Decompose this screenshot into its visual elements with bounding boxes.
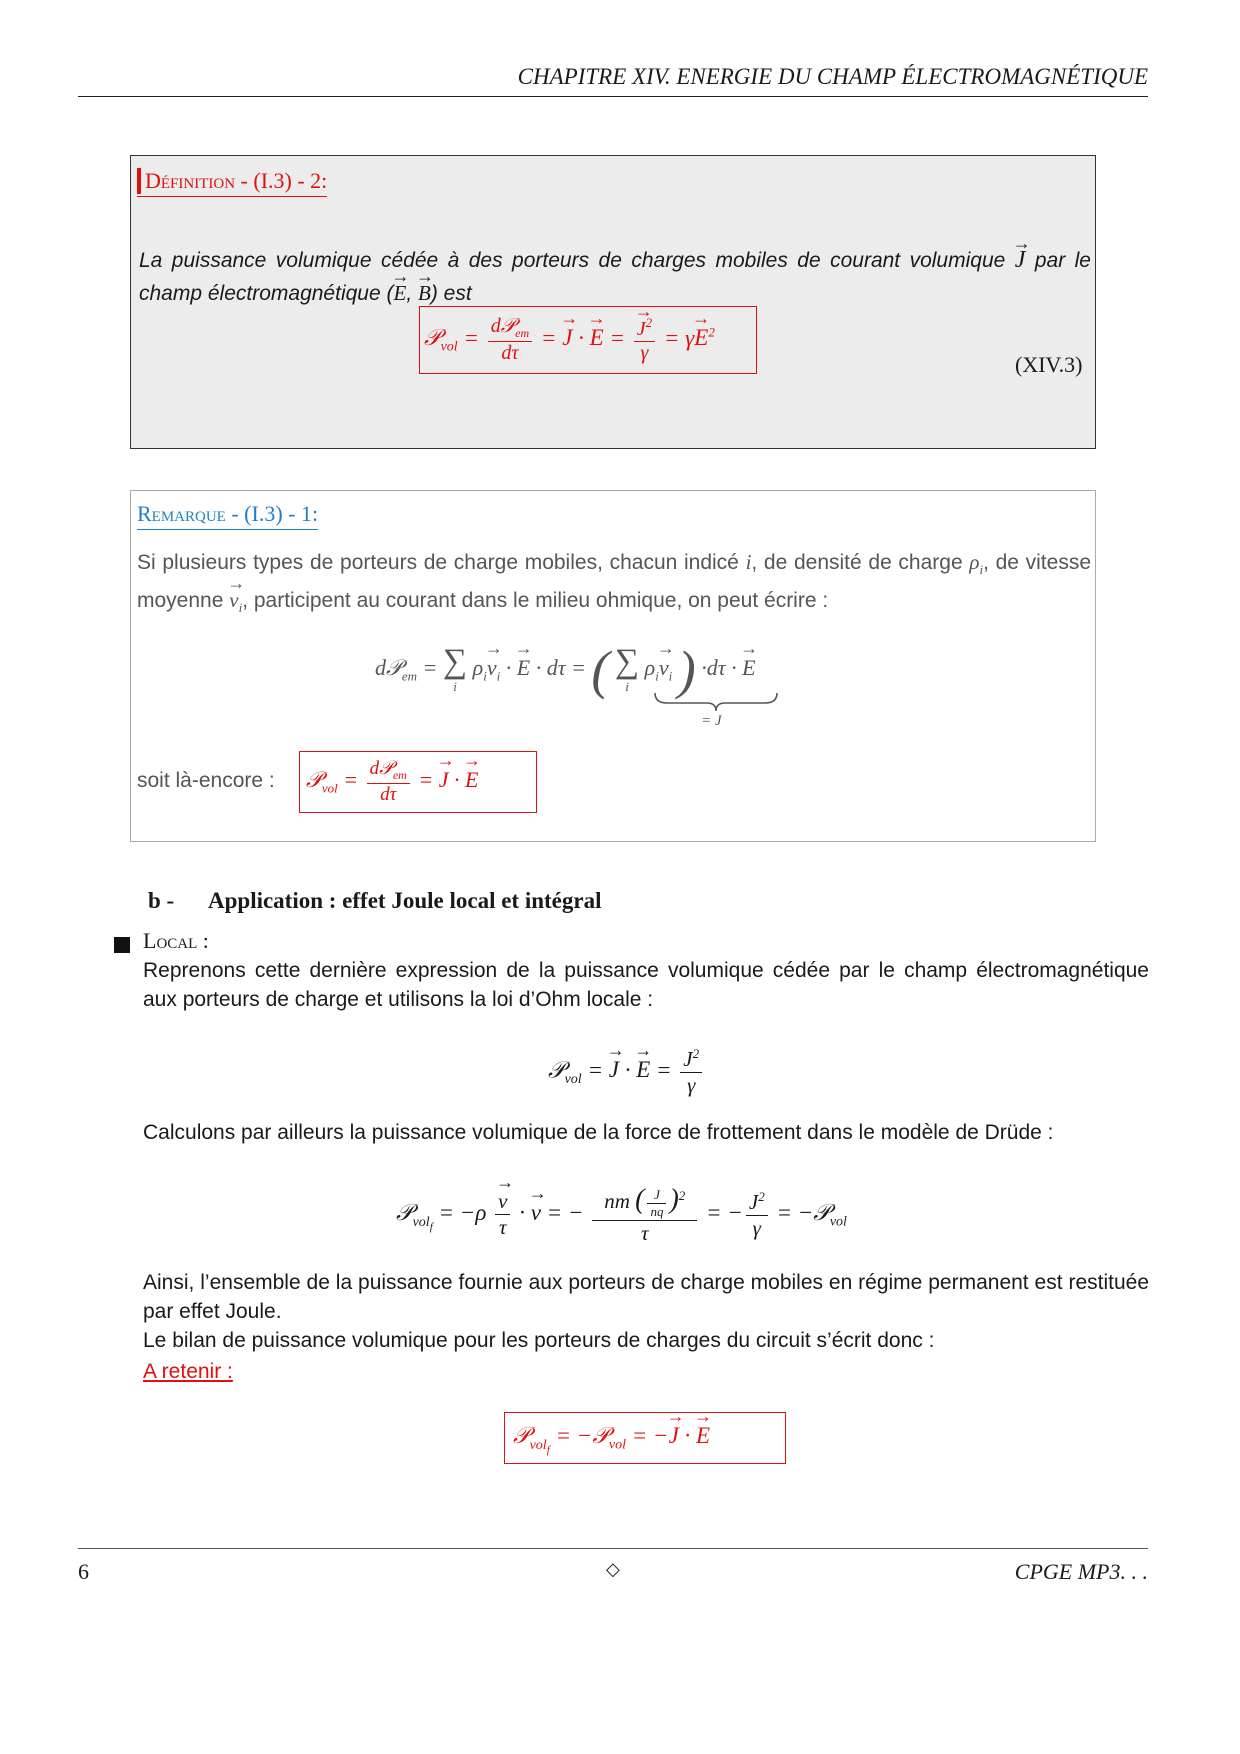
local-paragraph-2: Calculons par ailleurs la puissance volumique de la force de frottement dans le modèle de Drüde :	[143, 1121, 1054, 1144]
remark-box	[130, 490, 1096, 842]
definition-box	[130, 155, 1096, 449]
page-header	[78, 62, 1148, 97]
local-paragraph-3: Ainsi, l’ensemble de la puissance fournie aux porteurs de charge mobiles en régime permanent est restituée par effet Joule.	[143, 1271, 1149, 1323]
underbrace	[653, 691, 779, 715]
remark-boxed-equation: 𝒫$_{vol}$ = $\frac{d𝒫_{em}}{d\tau}$ = → J · → E	[299, 751, 537, 813]
definition-title-text: Définition - (I.3) - 2:	[145, 168, 328, 193]
local-equation-1: 𝒫$_{vol}$ = → J · → E = $\frac{J^2}{\gamma}$	[548, 1046, 705, 1098]
local-paragraph-4: Le bilan de puissance volumique pour les porteurs de charges du circuit s’écrit donc :	[143, 1329, 935, 1352]
local-paragraph-1: Reprenons cette dernière expression de la puissance volumique cédée par le champ électromagnétique aux porteurs de charge et utilisons la loi d’Ohm locale :	[143, 959, 1149, 1011]
conclusion-label: soit là-encore :	[137, 769, 275, 792]
remark-text: Si plusieurs types de porteurs de charge mobiles, chacun indicé i, de densité de charge $\rho_i$, de vitesse moyenne → $v_i$, participent au courant dans le milieu ohmique, on peut écrire :	[137, 547, 1091, 623]
square-bullet-icon	[114, 937, 130, 953]
diamond-icon: ◇	[606, 1559, 620, 1580]
definition-title	[137, 168, 327, 197]
definition-marker	[137, 168, 141, 194]
section-heading	[148, 888, 601, 914]
local-equation-2: 𝒫$_{vol_f}$ = −ρ → $\frac{v}{\tau}$ · → v = − nm ( $\frac{J}{nq}$ )$^2$ τ = − $\frac{J^2}{\gamma}$ = −𝒫$_{vol}$	[396, 1184, 847, 1246]
remark-title: Remarque - (I.3) - 1:	[137, 501, 318, 530]
final-boxed-equation: 𝒫$_{vol_f}$ = −𝒫$_{vol}$ = −→ J · → E	[504, 1412, 786, 1464]
definition-equation: 𝒫$_{vol}$ = $\frac{d𝒫_{em}}{d\tau}$ = → J · → E = → $\frac{J^2}{\gamma}$ = $\gamma\to E^2$	[419, 306, 757, 374]
section-number: b -	[148, 888, 175, 913]
section-title: Application : effet Joule local et intégral	[208, 888, 602, 913]
chapter-title: CHAPITRE XIV. ENERGIE DU CHAMP ÉLECTROMAGNÉTIQUE	[517, 64, 1148, 89]
footer-course: CPGE MP3. . .	[1014, 1559, 1148, 1584]
equation-number: (XIV.3)	[1015, 352, 1083, 377]
page-number: 6	[78, 1559, 89, 1584]
definition-text: La puissance volumique cédée à des porteurs de charges mobiles de courant volumique → J par le champ électromagnétique (→ E, → B) est	[139, 244, 1091, 310]
page-footer	[78, 1548, 1148, 1584]
retenir-label: A retenir :	[143, 1360, 233, 1383]
remark-equation: d𝒫$_{em}$ = ∑ i $\rho_i\to v_i$ · → E · dτ = ( ∑ i $\rho_i\to v_i$ ) ·dτ · → E	[375, 639, 756, 701]
local-title: Local :	[143, 928, 209, 953]
underbrace-label: = J	[701, 713, 722, 729]
